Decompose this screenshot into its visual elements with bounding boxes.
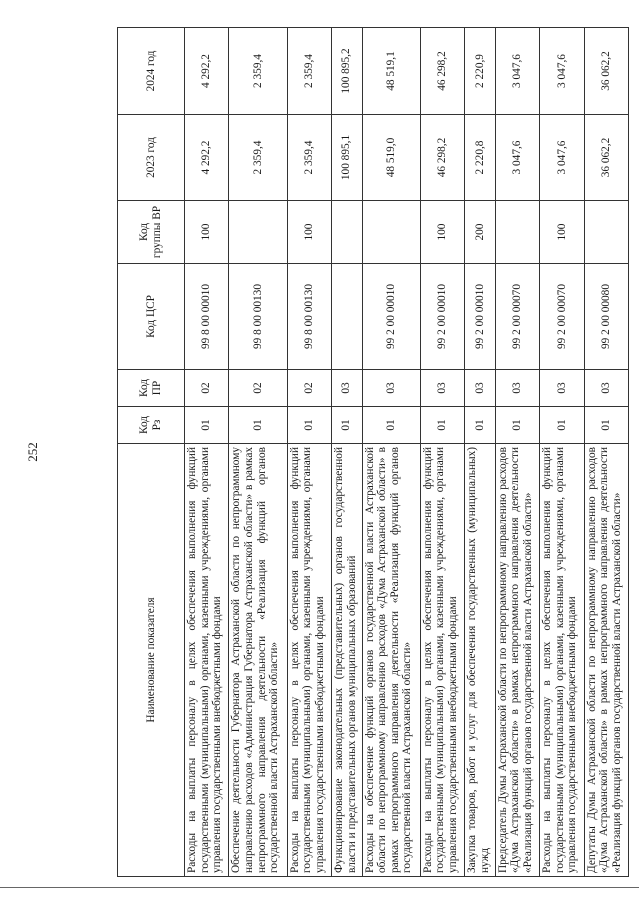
cell-vr: 100 [287, 201, 331, 264]
header-2023: 2023 год [118, 115, 185, 201]
cell-2024: 2 359,4 [229, 28, 287, 115]
cell-2023: 2 359,4 [287, 115, 331, 201]
cell-csr: 99 8 00 00130 [287, 264, 331, 370]
cell-csr: 99 2 00 00010 [362, 264, 420, 370]
cell-2024: 2 359,4 [287, 28, 331, 115]
table-row [185, 28, 229, 877]
cell-name: Председатель Думы Астраханской области по непрограммному направлению расходов «Дума Астраханской области» в рамках непрограммного направления деятельности «Реализация функций органов государственной власти Астраханской области» [495, 444, 539, 877]
cell-rz: 01 [495, 407, 539, 444]
cell-2023: 3 047,6 [495, 115, 539, 201]
cell-pr: 02 [287, 370, 331, 407]
cell-csr [331, 264, 362, 370]
cell-vr [584, 201, 628, 264]
cell-vr [229, 201, 287, 264]
cell-rz: 01 [584, 407, 628, 444]
cell-rz: 01 [465, 407, 496, 444]
table-row [229, 28, 287, 877]
table-body [185, 28, 629, 877]
cell-vr: 100 [420, 201, 464, 264]
header-csr: Код ЦСР [118, 264, 185, 370]
cell-rz: 01 [331, 407, 362, 444]
cell-name: Расходы на выплаты персоналу в целях обеспечения выполнения функций государственными (муниципальными) органами, казенными учреждениями, органами управления государственными внебюджетными фондами [540, 444, 584, 877]
table-row [584, 28, 628, 877]
cell-pr: 02 [185, 370, 229, 407]
table-row [540, 28, 584, 877]
cell-pr: 03 [331, 370, 362, 407]
cell-vr [495, 201, 539, 264]
table-row [465, 28, 496, 877]
page-number: 252 [25, 442, 40, 462]
cell-pr: 03 [465, 370, 496, 407]
cell-vr: 100 [185, 201, 229, 264]
table-row [420, 28, 464, 877]
cell-rz: 01 [362, 407, 420, 444]
cell-2023: 2 220,8 [465, 115, 496, 201]
budget-table [117, 27, 629, 877]
cell-csr: 99 2 00 00010 [420, 264, 464, 370]
cell-2024: 36 062,2 [584, 28, 628, 115]
cell-2023: 46 298,2 [420, 115, 464, 201]
cell-rz: 01 [420, 407, 464, 444]
cell-csr: 99 2 00 00070 [495, 264, 539, 370]
cell-pr: 03 [584, 370, 628, 407]
table-header-row [118, 28, 185, 877]
cell-name: Депутаты Думы Астраханской области по непрограммному направлению расходов «Дума Астраханской области» в рамках непрограммного направления деятельности «Реализация функций органов государственной власти Астраханской области» [584, 444, 628, 877]
cell-2023: 100 895,1 [331, 115, 362, 201]
cell-rz: 01 [287, 407, 331, 444]
cell-csr: 99 8 00 00130 [229, 264, 287, 370]
cell-name: Закупка товаров, работ и услуг для обеспечения государственных (муниципальных) нужд [465, 444, 496, 877]
cell-2024: 4 292,2 [185, 28, 229, 115]
header-pr: Код ПР [118, 370, 185, 407]
cell-pr: 03 [495, 370, 539, 407]
cell-pr: 03 [420, 370, 464, 407]
cell-2024: 100 895,2 [331, 28, 362, 115]
cell-2024: 3 047,6 [540, 28, 584, 115]
table-row [331, 28, 362, 877]
cell-2023: 36 062,2 [584, 115, 628, 201]
cell-2023: 3 047,6 [540, 115, 584, 201]
cell-rz: 01 [540, 407, 584, 444]
table-row [362, 28, 420, 877]
header-name: Наименование показателя [118, 444, 185, 877]
cell-name: Обеспечение деятельности Губернатора Астраханской области по непрограммному направлению расходов «Администрация Губернатора Астраханской области» в рамках непрограммного направления деятельности «Реализация функций органов государственной власти Астраханской области» [229, 444, 287, 877]
cell-vr: 200 [465, 201, 496, 264]
cell-rz: 01 [185, 407, 229, 444]
header-vr: Код группы ВР [118, 201, 185, 264]
header-2024: 2024 год [118, 28, 185, 115]
cell-name: Расходы на выплаты персоналу в целях обеспечения выполнения функций государственными (муниципальными) органами, казенными учреждениями, органами управления государственными внебюджетными фондами [287, 444, 331, 877]
cell-rz: 01 [229, 407, 287, 444]
cell-name: Расходы на выплаты персоналу в целях обеспечения выполнения функций государственными (муниципальными) органами, казенными учреждениями, органами управления государственными внебюджетными фондами [185, 444, 229, 877]
table-row [495, 28, 539, 877]
cell-vr: 100 [540, 201, 584, 264]
cell-pr: 03 [362, 370, 420, 407]
cell-csr: 99 2 00 00010 [465, 264, 496, 370]
cell-vr [331, 201, 362, 264]
cell-2024: 48 519,1 [362, 28, 420, 115]
header-rz: Код Рз [118, 407, 185, 444]
cell-name: Расходы на выплаты персоналу в целях обеспечения выполнения функций государственными (муниципальными) органами, казенными учреждениями, органами управления государственными внебюджетными фондами [420, 444, 464, 877]
budget-table-container [117, 28, 629, 877]
cell-csr: 99 8 00 00010 [185, 264, 229, 370]
cell-2023: 4 292,2 [185, 115, 229, 201]
table-row [287, 28, 331, 877]
cell-csr: 99 2 00 00070 [540, 264, 584, 370]
cell-vr [362, 201, 420, 264]
cell-pr: 03 [540, 370, 584, 407]
cell-2024: 3 047,6 [495, 28, 539, 115]
cell-2023: 2 359,4 [229, 115, 287, 201]
bottom-rule [0, 887, 639, 888]
cell-name: Функционирование законодательных (представительных) органов государственной власти и представительных органов муниципальных образований [331, 444, 362, 877]
cell-pr: 02 [229, 370, 287, 407]
cell-2023: 48 519,0 [362, 115, 420, 201]
cell-name: Расходы на обеспечение функций органов государственной власти Астраханской области по непрограммному направлению расходов «Дума Астраханской области» в рамках непрограммного направления деятельности «Реализация функций органов государственной власти Астраханской области» [362, 444, 420, 877]
cell-2024: 46 298,2 [420, 28, 464, 115]
cell-2024: 2 220,9 [465, 28, 496, 115]
cell-csr: 99 2 00 00080 [584, 264, 628, 370]
